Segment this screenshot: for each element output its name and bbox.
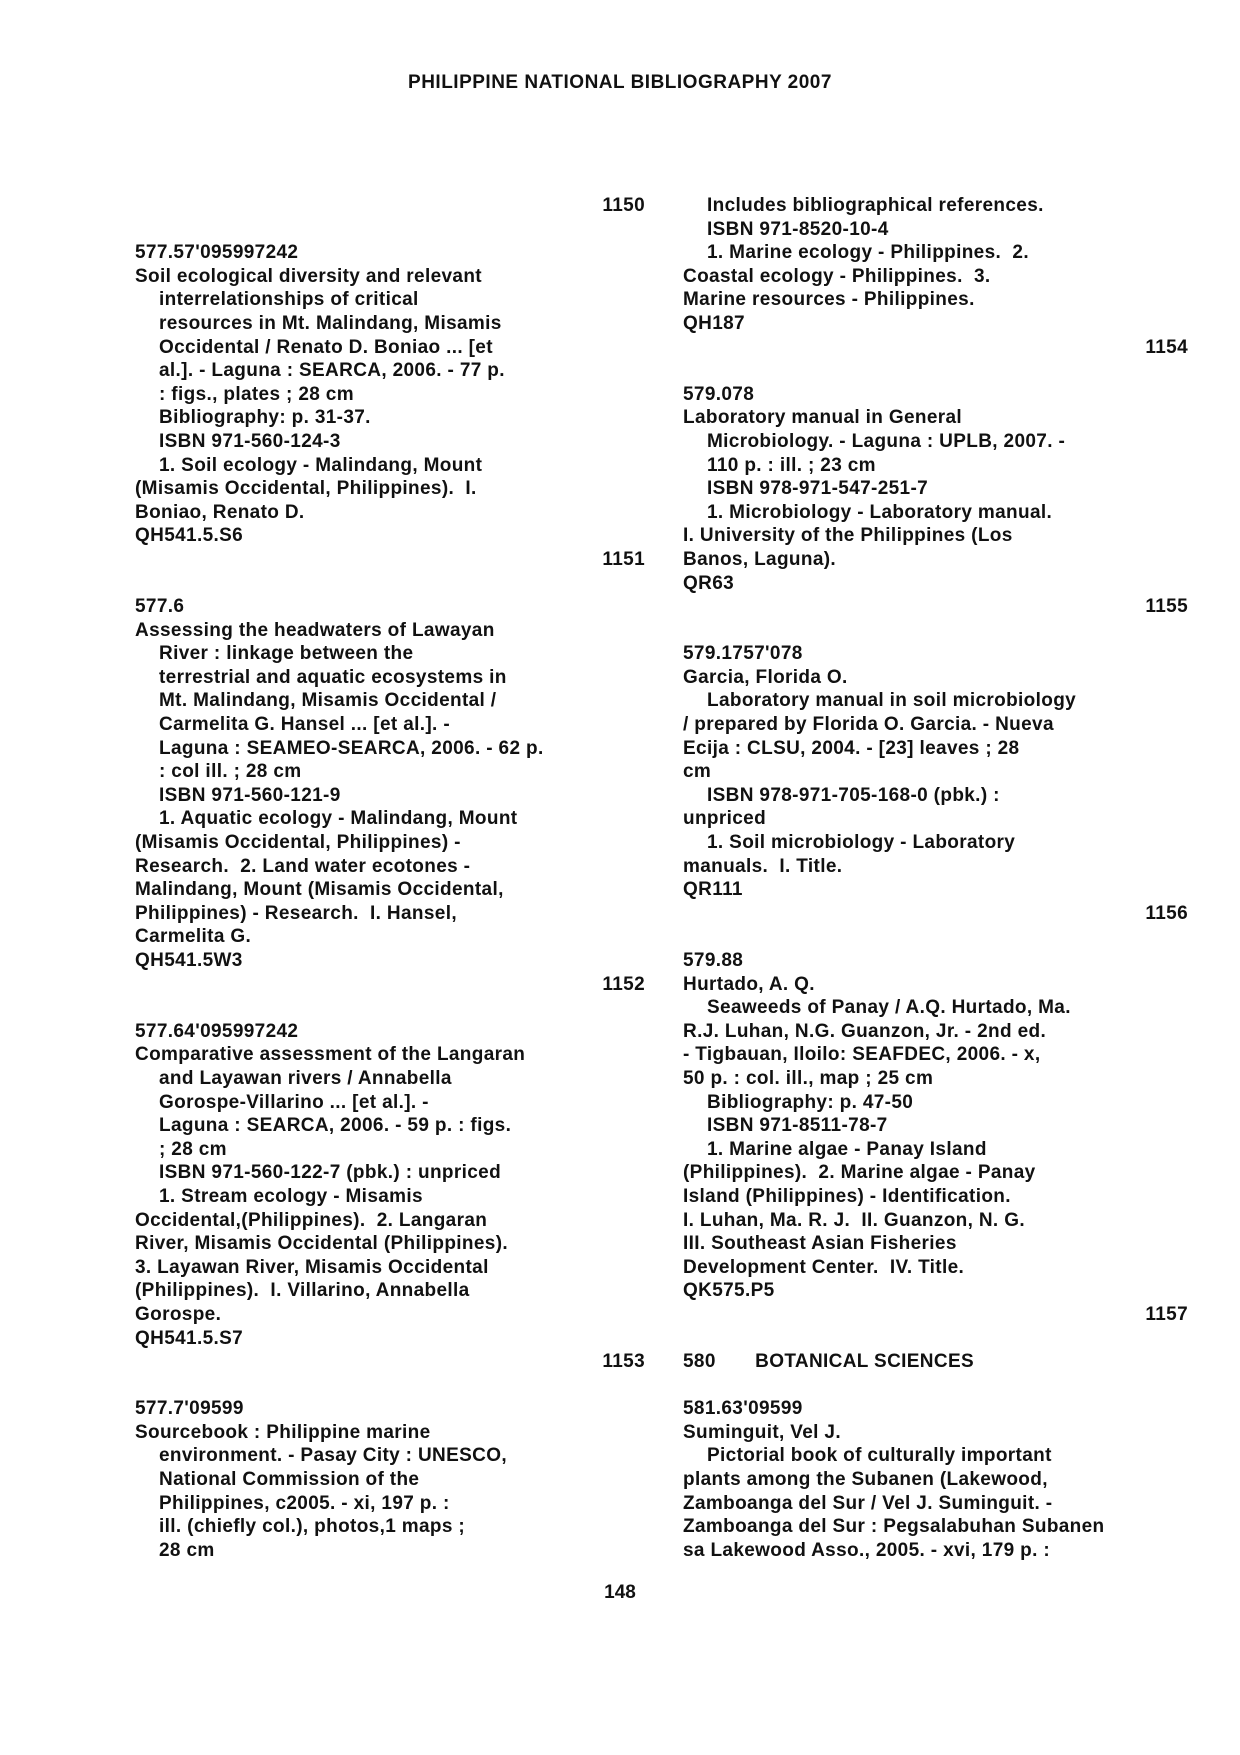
right-spacer (683, 359, 1188, 383)
right-text-line: 1. Microbiology - Laboratory manual. (707, 501, 1053, 523)
left-text-line: National Commission of the (159, 1469, 420, 1491)
right-text-line: / prepared by Florida O. Garcia. - Nueva (683, 714, 1054, 736)
left-entry-number: 1151 (602, 548, 645, 570)
left-text-line: Sourcebook : Philippine marine (135, 1421, 431, 1443)
left-text-line: River, Misamis Occidental (Philippines). (135, 1233, 508, 1255)
right-section-heading: 580 BOTANICAL SCIENCES (683, 1351, 974, 1373)
left-text-line: 577.6 (135, 596, 185, 618)
left-text-line: Soil ecological diversity and relevant (135, 265, 482, 287)
right-text-line: I. Luhan, Ma. R. J. II. Guanzon, N. G. (683, 1209, 1025, 1231)
right-text-line: 1. Marine algae - Panay Island (707, 1138, 987, 1160)
left-text-line: ISBN 971-560-124-3 (159, 430, 341, 452)
page-title: PHILIPPINE NATIONAL BIBLIOGRAPHY 2007 (408, 72, 832, 93)
right-entry-number: 1154 (1145, 336, 1188, 358)
left-text-line: River : linkage between the (159, 643, 414, 665)
left-text-line: 577.64'095997242 (135, 1020, 299, 1042)
right-text-line: 110 p. : ill. ; 23 cm (707, 454, 876, 476)
right-text-line: Laboratory manual in soil microbiology (707, 690, 1077, 712)
right-text-line: Development Center. IV. Title. (683, 1256, 965, 1278)
right-entry-number: 1156 (1145, 902, 1188, 924)
right-text-line: 1. Marine ecology - Philippines. 2. (707, 242, 1029, 264)
left-text-line: : col ill. ; 28 cm (159, 761, 302, 783)
right-entry-number: 1155 (1145, 596, 1188, 618)
right-text-line: 579.88 (683, 950, 744, 971)
left-text-line: ISBN 971-560-122-7 (pbk.) : unpriced (159, 1162, 502, 1184)
left-entry-number: 1152 (602, 973, 645, 995)
left-text-line: (Misamis Occidental, Philippines). I. (135, 478, 477, 500)
right-text-line: Bibliography: p. 47-50 (707, 1091, 914, 1113)
left-text-line: Bibliography: p. 31-37. (159, 407, 371, 429)
right-text-line: plants among the Subanen (Lakewood, (683, 1469, 1048, 1491)
left-text-line: Comparative assessment of the Langaran (135, 1044, 526, 1066)
left-spacer (135, 996, 645, 1020)
right-text-line: sa Lakewood Asso., 2005. - xvi, 179 p. : (683, 1539, 1051, 1561)
right-spacer (683, 1327, 1188, 1351)
left-text-line: (Misamis Occidental, Philippines) - (135, 832, 461, 854)
left-text-line: Boniao, Renato D. (135, 501, 305, 523)
left-text-line: ill. (chiefly col.), photos,1 maps ; (159, 1516, 466, 1538)
right-text-line: manuals. I. Title. (683, 855, 843, 877)
right-text-line: QK575.P5 (683, 1280, 775, 1302)
right-text-line: QR63 (683, 572, 735, 594)
left-text-line: Philippines, c2005. - xi, 197 p. : (159, 1492, 450, 1514)
right-text-line: Zamboanga del Sur : Pegsalabuhan Subanen (683, 1516, 1105, 1538)
right-text-line: cm (683, 761, 712, 783)
left-text-line: al.]. - Laguna : SEARCA, 2006. - 77 p. (159, 360, 505, 382)
right-spacer (683, 1374, 1188, 1398)
right-text-line: Banos, Laguna). (683, 548, 837, 570)
right-text-line: ISBN 971-8520-10-4 (707, 218, 889, 240)
left-text-line: Gorospe. (135, 1303, 222, 1325)
left-text-line: Carmelita G. Hansel ... [et al.]. - (159, 714, 450, 736)
right-text-line: QR111 (683, 879, 743, 901)
left-entry-number: 1150 (602, 195, 645, 216)
left-text-line: and Layawan rivers / Annabella (159, 1067, 452, 1089)
left-text-line: (Philippines). I. Villarino, Annabella (135, 1280, 470, 1302)
right-column (683, 194, 1188, 1562)
right-spacer (683, 619, 1188, 643)
left-text-line: Malindang, Mount (Misamis Occidental, (135, 879, 504, 901)
left-text-line: Carmelita G. (135, 926, 252, 948)
right-text-line: - Tigbauan, Iloilo: SEAFDEC, 2006. - x, (683, 1044, 1041, 1066)
left-text-line: 1. Stream ecology - Misamis (159, 1185, 423, 1207)
page-number: 148 (604, 1582, 636, 1603)
right-text-line: ISBN 978-971-547-251-7 (707, 478, 929, 500)
left-text-line: 3. Layawan River, Misamis Occidental (135, 1256, 489, 1278)
right-text-line: Zamboanga del Sur / Vel J. Suminguit. - (683, 1492, 1053, 1514)
right-text-line: Island (Philippines) - Identification. (683, 1185, 1011, 1207)
right-spacer (683, 925, 1188, 949)
left-text-line: 1. Aquatic ecology - Malindang, Mount (159, 808, 518, 830)
right-text-line: unpriced (683, 808, 767, 830)
left-spacer (135, 1374, 645, 1398)
right-text-line: Garcia, Florida O. (683, 666, 848, 688)
left-text-line: Philippines) - Research. I. Hansel, (135, 902, 457, 924)
left-text-line: QH541.5.S6 (135, 525, 244, 547)
right-text-line: 1. Soil microbiology - Laboratory (707, 832, 1016, 854)
left-spacer (135, 218, 645, 242)
left-text-line: 577.7'09599 (135, 1398, 244, 1420)
right-text-line: Includes bibliographical references. (707, 195, 1044, 216)
left-column (135, 194, 645, 1562)
right-text-line: 579.1757'078 (683, 643, 803, 665)
left-text-line: Research. 2. Land water ecotones - (135, 855, 471, 877)
left-spacer (135, 572, 645, 596)
left-text-line: : figs., plates ; 28 cm (159, 383, 354, 405)
right-text-line: I. University of the Philippines (Los (683, 525, 1013, 547)
left-text-line: 577.57'095997242 (135, 242, 299, 264)
right-text-line: Suminguit, Vel J. (683, 1421, 841, 1443)
left-text-line: terrestrial and aquatic ecosystems in (159, 666, 507, 688)
left-text-line: Laguna : SEARCA, 2006. - 59 p. : figs. (159, 1115, 512, 1137)
left-text-line: environment. - Pasay City : UNESCO, (159, 1445, 507, 1467)
right-text-line: ISBN 971-8511-78-7 (707, 1115, 888, 1137)
left-text-line: Occidental,(Philippines). 2. Langaran (135, 1209, 488, 1231)
right-text-line: III. Southeast Asian Fisheries (683, 1233, 957, 1255)
left-text-line: Assessing the headwaters of Lawayan (135, 619, 495, 641)
left-text-line: QH541.5.S7 (135, 1327, 244, 1349)
right-text-line: Coastal ecology - Philippines. 3. (683, 265, 991, 287)
left-text-line: ISBN 971-560-121-9 (159, 784, 341, 806)
right-text-line: Pictorial book of culturally important (707, 1445, 1052, 1467)
left-text-line: Gorospe-Villarino ... [et al.]. - (159, 1091, 429, 1113)
right-text-line: ISBN 978-971-705-168-0 (pbk.) : (707, 784, 1000, 806)
right-text-line: Marine resources - Philippines. (683, 289, 975, 311)
left-text-line: 1. Soil ecology - Malindang, Mount (159, 454, 483, 476)
right-text-line: R.J. Luhan, N.G. Guanzon, Jr. - 2nd ed. (683, 1020, 1047, 1042)
right-text-line: Seaweeds of Panay / A.Q. Hurtado, Ma. (707, 997, 1071, 1019)
right-text-line: Ecija : CLSU, 2004. - [23] leaves ; 28 (683, 737, 1020, 759)
right-text-line: 579.078 (683, 383, 755, 405)
left-entry-number: 1153 (602, 1351, 645, 1373)
right-text-line: 50 p. : col. ill., map ; 25 cm (683, 1067, 934, 1089)
left-text-line: Laguna : SEAMEO-SEARCA, 2006. - 62 p. (159, 737, 544, 759)
left-text-line: Occidental / Renato D. Boniao ... [et (159, 336, 493, 358)
left-text-line: 28 cm (159, 1539, 215, 1561)
right-entry-number: 1157 (1145, 1303, 1188, 1325)
left-text-line: interrelationships of critical (159, 289, 419, 311)
right-text-line: Microbiology. - Laguna : UPLB, 2007. - (707, 430, 1066, 452)
left-text-line: resources in Mt. Malindang, Misamis (159, 312, 502, 334)
right-text-line: (Philippines). 2. Marine algae - Panay (683, 1162, 1036, 1184)
right-text-line: 581.63'09599 (683, 1398, 803, 1420)
right-text-line: Laboratory manual in General (683, 407, 963, 429)
right-text-line: Hurtado, A. Q. (683, 973, 815, 995)
left-text-line: ; 28 cm (159, 1138, 227, 1160)
left-text-line: QH541.5W3 (135, 950, 243, 971)
right-text-line: QH187 (683, 312, 745, 334)
left-text-line: Mt. Malindang, Misamis Occidental / (159, 690, 497, 712)
